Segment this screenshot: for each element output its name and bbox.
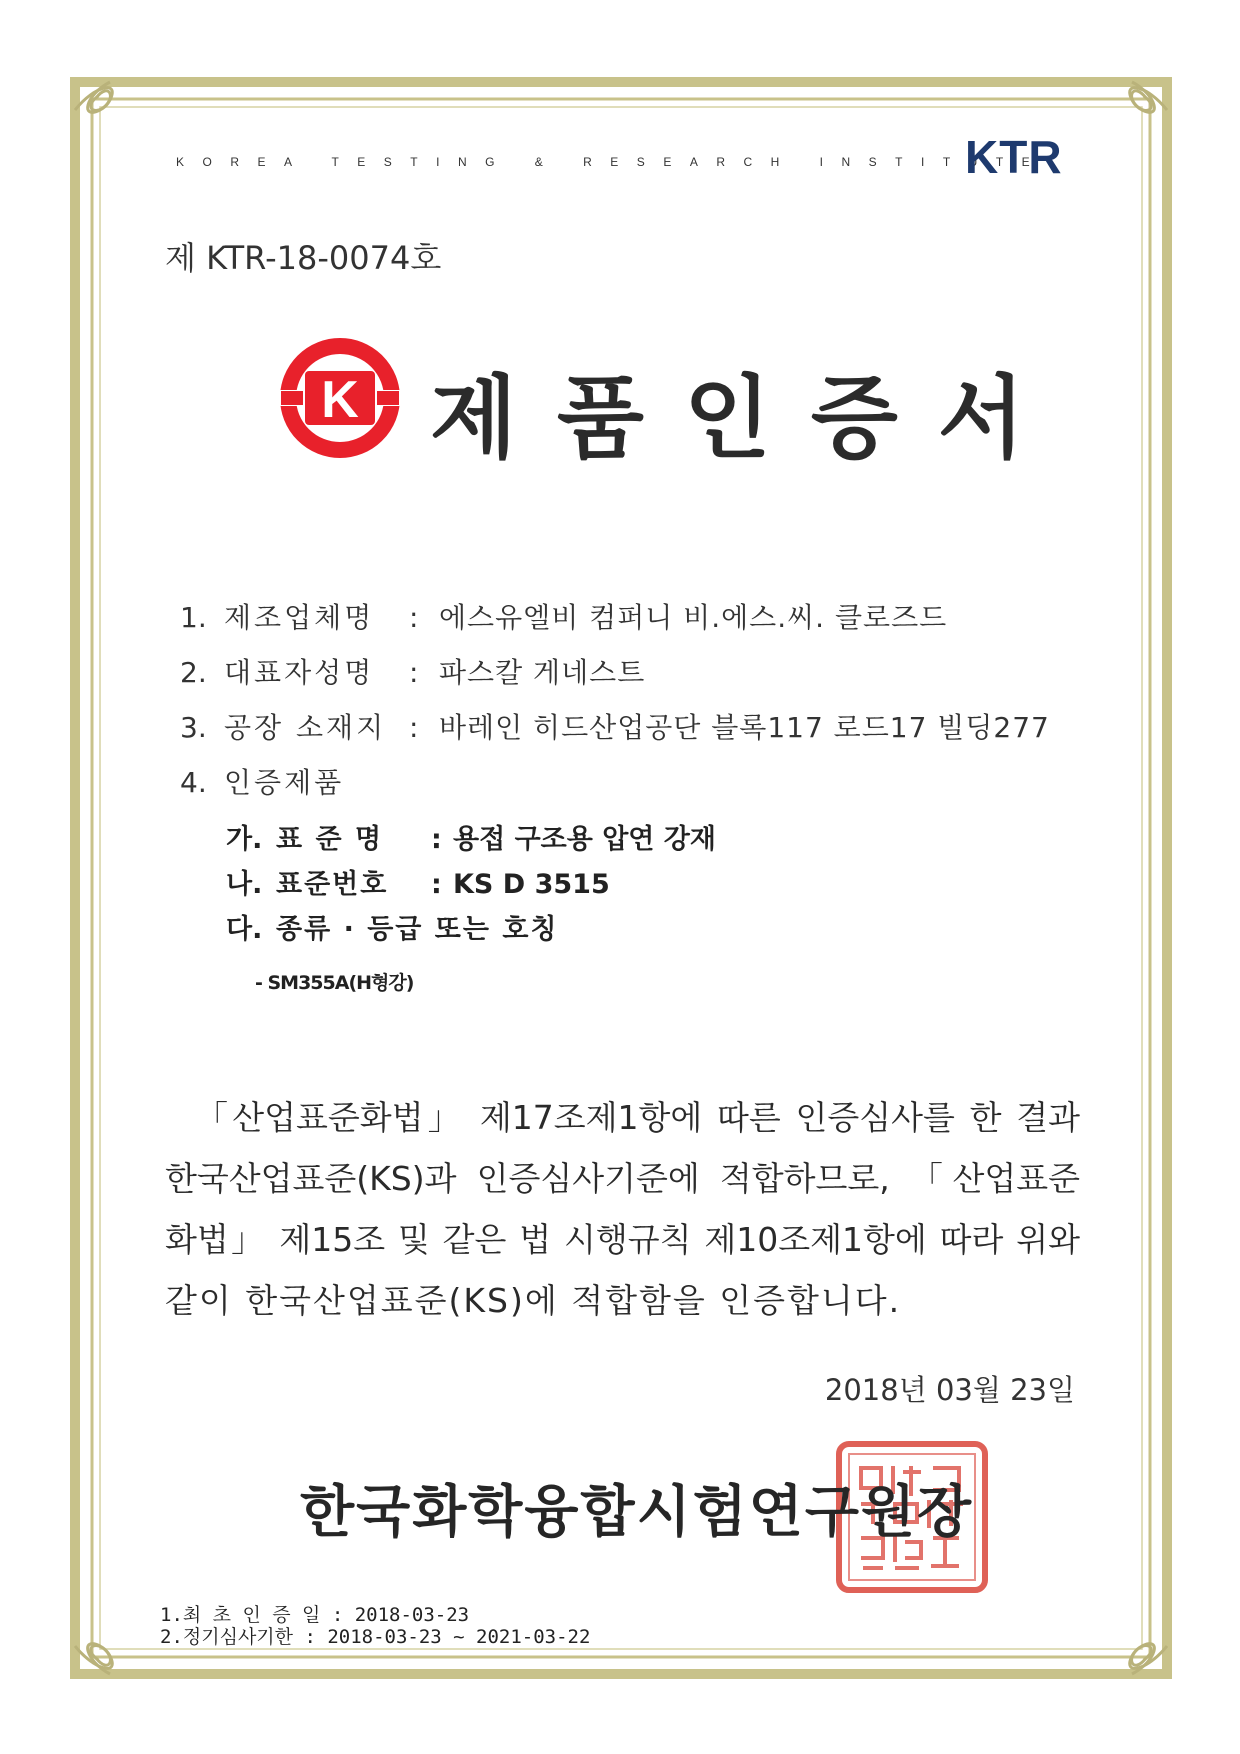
initial-certification-date: 1.최 초 인 증 일 : 2018-03-23: [160, 1604, 470, 1626]
item-number: 2.: [180, 656, 207, 689]
ks-mark-letter: K: [321, 371, 359, 429]
item-separator: :: [409, 656, 419, 689]
institute-name: KOREA TESTING & RESEARCH INSTITUTE: [176, 155, 1049, 169]
product-standard-name: [226, 817, 716, 856]
body-line-1: 「산업표준화법」 제17조제1항에 따른 인증심사를 한 결과: [195, 1098, 1080, 1137]
item-separator: :: [409, 711, 419, 744]
item-value: 파스칼 게네스트: [439, 656, 646, 689]
item-separator: :: [409, 601, 419, 634]
sub-label: 종류 · 등급 또는 호칭: [276, 914, 559, 945]
issuer-name: 한국화학융합시험연구원장: [300, 1480, 974, 1545]
issue-date: 2018년 03월 23일: [824, 1373, 1075, 1407]
item-factory-location: [180, 706, 1050, 746]
body-line-3: 화법」 제15조 및 같은 법 시행규칙 제10조제1항에 따라 위와: [165, 1220, 1080, 1259]
item-value: 바레인 히드산업공단 블록117 로드17 빌딩277: [439, 711, 1050, 744]
item-number: 1.: [180, 601, 207, 634]
periodic-review-period: 2.정기심사기한 : 2018-03-23 ~ 2021-03-22: [160, 1626, 591, 1648]
item-number: 3.: [180, 711, 207, 744]
sub-number: 나.: [226, 869, 263, 900]
sub-number: 가.: [226, 824, 263, 855]
ks-mark-icon: [275, 333, 405, 463]
sub-label: 표 준 명: [276, 824, 384, 855]
item-label: 대표자성명: [224, 656, 375, 689]
certificate-number: 제 KTR-18-0074호: [165, 239, 442, 277]
item-manufacturer: [180, 596, 947, 636]
product-standard-number: [226, 862, 610, 901]
item-label: 제조업체명: [224, 601, 375, 634]
item-number: 4.: [180, 766, 207, 799]
product-grade-heading: [226, 907, 559, 946]
body-line-2: 한국산업표준(KS)과 인증심사기준에 적합하므로, 「산업표준: [165, 1159, 1080, 1198]
ktr-logo: KTR: [965, 131, 1063, 183]
certificate-title: 제품인증서: [430, 366, 1065, 471]
product-grade: - SM355A(H형강): [255, 972, 414, 994]
sub-value: 용접 구조용 압연 강재: [453, 824, 716, 855]
sub-separator: :: [431, 824, 442, 855]
sub-separator: :: [431, 869, 442, 900]
item-certified-product: [180, 761, 344, 801]
sub-label: 표준번호: [276, 869, 389, 900]
body-line-4: 같이 한국산업표준(KS)에 적합함을 인증합니다.: [165, 1281, 902, 1320]
item-label: 공장 소재지: [224, 711, 387, 744]
item-value: 에스유엘비 컴퍼니 비.에스.씨. 클로즈드: [439, 601, 948, 634]
item-label: 인증제품: [224, 766, 345, 799]
sub-number: 다.: [226, 914, 263, 945]
item-representative: [180, 651, 645, 691]
sub-value: KS D 3515: [453, 869, 610, 900]
